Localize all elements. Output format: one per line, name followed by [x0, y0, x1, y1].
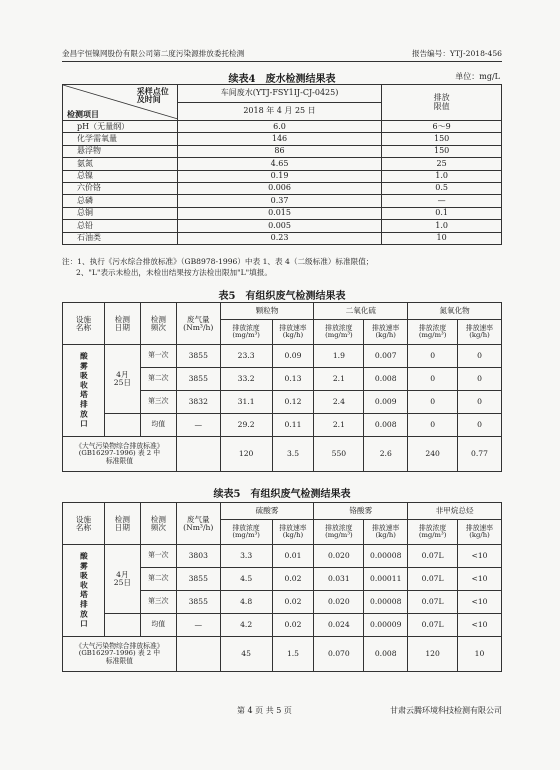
value-cell: 4.2 [220, 614, 272, 637]
h-gas: 废气量 (Nm³/h) [176, 303, 220, 345]
item-cell: pH（无量纲） [63, 121, 178, 133]
gas-cell: 3855 [176, 368, 220, 391]
item-cell: 化学需氧量 [63, 133, 178, 145]
table-row [63, 133, 502, 145]
table-row [63, 170, 502, 182]
h-conc: 排放浓度 (mg/m³) [408, 520, 458, 545]
value-cell: 0.00008 [364, 591, 408, 614]
table-row [63, 545, 502, 568]
value-cell: 0 [458, 345, 502, 368]
value-cell: 0 [458, 414, 502, 437]
value-cell: 31.1 [220, 391, 272, 414]
footer-org: 甘肃云腾环境科技检测有限公司 [390, 706, 502, 715]
table-row [63, 121, 502, 133]
standard-cell: 0.008 [364, 637, 408, 672]
value-cell: 1.9 [314, 345, 364, 368]
limit-cell: 1.0 [382, 170, 502, 182]
standard-cell: 240 [408, 437, 458, 472]
item-cell: 悬浮物 [63, 145, 178, 157]
page-header [62, 48, 502, 62]
value-cell: <10 [458, 591, 502, 614]
value-cell: 2.4 [314, 391, 364, 414]
limit-cell: 150 [382, 145, 502, 157]
standard-cell: 120 [408, 637, 458, 672]
limit-cell: 0.5 [382, 182, 502, 194]
gas-cell: 3855 [176, 591, 220, 614]
standard-label: 《大气污染物综合排放标准》 (GB16297-1996) 表 2 中 标准限值 [63, 637, 177, 672]
table5-title: 表5 有组织废气检测结果表 [218, 291, 346, 302]
item-cell: 六价铬 [63, 182, 178, 194]
value-cell: 0 [408, 414, 458, 437]
standard-gas [176, 637, 220, 672]
standard-cell: 10 [458, 637, 502, 672]
h-conc: 排放浓度 (mg/m³) [314, 520, 364, 545]
h-rate: 排放速率 (kg/h) [458, 520, 502, 545]
h-g2: 二氧化硫 [314, 303, 408, 320]
note-line-2: 2、"L"表示未检出，未检出结果按方法检出限加"L"填报。 [76, 268, 272, 277]
site-cell: 酸雾吸收塔排放口 [63, 545, 105, 637]
corner-bottom-label: 检测项目 [67, 108, 99, 119]
table4-corner [63, 85, 178, 121]
table-row [63, 345, 502, 368]
table4-limit-head: 排放 限值 [382, 85, 502, 121]
freq-cell: 第一次 [140, 345, 176, 368]
value-cell: 6.0 [177, 121, 382, 133]
value-cell: 0.008 [364, 414, 408, 437]
table-row [63, 207, 502, 219]
h-date: 检测 日期 [104, 503, 140, 545]
freq-cell: 第二次 [140, 368, 176, 391]
value-cell: 0.008 [364, 368, 408, 391]
value-cell: 0.07L [408, 591, 458, 614]
standard-label: 《大气污染物综合排放标准》 (GB16297-1996) 表 2 中 标准限值 [63, 437, 177, 472]
h-rate: 排放速率 (kg/h) [364, 520, 408, 545]
value-cell: 0.007 [364, 345, 408, 368]
value-cell: 0.02 [272, 568, 314, 591]
value-cell: 0.020 [314, 545, 364, 568]
value-cell: 0.11 [272, 414, 314, 437]
h-g1: 颗粒物 [220, 303, 314, 320]
h-g1: 硫酸雾 [220, 503, 314, 520]
h-site: 设施 名称 [63, 303, 105, 345]
value-cell: 4.65 [177, 158, 382, 170]
table4-date: 2018 年 4 月 25 日 [177, 103, 382, 121]
value-cell: 23.3 [220, 345, 272, 368]
freq-cell: 均值 [140, 414, 176, 437]
table-row [63, 414, 502, 437]
table-row [63, 158, 502, 170]
corner-top-label: 采样点位 及时间 [136, 86, 169, 105]
h-rate: 排放速率 (kg/h) [272, 320, 314, 345]
header-company: 金昌宇恒镍网股份有限公司第二度污染源排放委托检测 [62, 49, 245, 58]
value-cell: 0.19 [177, 170, 382, 182]
page-number: 第 4 页 共 5 页 [237, 706, 292, 715]
standard-cell: 0.070 [314, 637, 364, 672]
value-cell: 0.37 [177, 195, 382, 207]
h-date: 检测 日期 [104, 303, 140, 345]
table4-notes [62, 256, 502, 278]
value-cell: 4.8 [220, 591, 272, 614]
gas-cell: 3832 [176, 391, 220, 414]
gas-cell: 3855 [176, 568, 220, 591]
value-cell: 0.02 [272, 591, 314, 614]
h-g3: 非甲烷总烃 [408, 503, 502, 520]
value-cell: 0.00008 [364, 545, 408, 568]
item-cell: 石油类 [63, 232, 178, 244]
h-rate: 排放速率 (kg/h) [458, 320, 502, 345]
standard-row [63, 637, 502, 672]
value-cell: 0.07L [408, 545, 458, 568]
freq-cell: 第二次 [140, 568, 176, 591]
table5b-title: 续表5 有组织废气检测结果表 [213, 489, 351, 500]
standard-cell: 1.5 [272, 637, 314, 672]
standard-cell: 0.77 [458, 437, 502, 472]
value-cell: 29.2 [220, 414, 272, 437]
h-g2: 铬酸雾 [314, 503, 408, 520]
value-cell: 0.031 [314, 568, 364, 591]
value-cell: 0 [458, 368, 502, 391]
date-cell: 4月 25日 [104, 545, 140, 614]
gas-cell: — [176, 614, 220, 637]
item-cell: 总铜 [63, 207, 178, 219]
site-cell: 酸雾吸收塔排放口 [63, 345, 105, 437]
value-cell: 0.015 [177, 207, 382, 219]
gas-cell: — [176, 414, 220, 437]
table-row [63, 182, 502, 194]
limit-cell: 10 [382, 232, 502, 244]
value-cell: 0.01 [272, 545, 314, 568]
table-row [63, 145, 502, 157]
value-cell: 3.3 [220, 545, 272, 568]
h-conc: 排放浓度 (mg/m³) [314, 320, 364, 345]
value-cell: <10 [458, 614, 502, 637]
limit-cell: — [382, 195, 502, 207]
value-cell: 0 [408, 368, 458, 391]
freq-cell: 第一次 [140, 545, 176, 568]
value-cell: 146 [177, 133, 382, 145]
value-cell: 0.009 [364, 391, 408, 414]
table-row [63, 614, 502, 637]
standard-row [63, 437, 502, 472]
h-rate: 排放速率 (kg/h) [272, 520, 314, 545]
freq-cell: 均值 [140, 614, 176, 637]
h-g3: 氮氧化物 [408, 303, 502, 320]
item-cell: 氨氮 [63, 158, 178, 170]
value-cell: 0 [408, 391, 458, 414]
date-cell: 4月 25日 [104, 345, 140, 414]
value-cell: 0.024 [314, 614, 364, 637]
value-cell: 0.09 [272, 345, 314, 368]
h-conc: 排放浓度 (mg/m³) [220, 520, 272, 545]
date-cell-empty [104, 614, 140, 637]
table-row [63, 220, 502, 232]
table4-title: 续表4 废水检测结果表 [228, 74, 336, 85]
value-cell: 0.005 [177, 220, 382, 232]
value-cell: 2.1 [314, 368, 364, 391]
standard-cell: 2.6 [364, 437, 408, 472]
value-cell: 0.13 [272, 368, 314, 391]
value-cell: 0.07L [408, 568, 458, 591]
h-conc: 排放浓度 (mg/m³) [408, 320, 458, 345]
gas-cell: 3803 [176, 545, 220, 568]
value-cell: 0.23 [177, 232, 382, 244]
value-cell: 86 [177, 145, 382, 157]
item-cell: 总磷 [63, 195, 178, 207]
wastewater-table [62, 84, 502, 245]
exhaust-table-2 [62, 502, 502, 672]
h-gas: 废气量 (Nm³/h) [176, 503, 220, 545]
h-rate: 排放速率 (kg/h) [364, 320, 408, 345]
limit-cell: 1.0 [382, 220, 502, 232]
value-cell: 0.12 [272, 391, 314, 414]
value-cell: 0.020 [314, 591, 364, 614]
h-conc: 排放浓度 (mg/m³) [220, 320, 272, 345]
value-cell: 0.00011 [364, 568, 408, 591]
table4-unit: 单位：mg/L [455, 72, 500, 81]
limit-cell: 25 [382, 158, 502, 170]
limit-cell: 0.1 [382, 207, 502, 219]
value-cell: 2.1 [314, 414, 364, 437]
standard-cell: 120 [220, 437, 272, 472]
value-cell: 0.02 [272, 614, 314, 637]
standard-cell: 550 [314, 437, 364, 472]
date-cell-empty [104, 414, 140, 437]
standard-gas [176, 437, 220, 472]
value-cell: 0.00009 [364, 614, 408, 637]
limit-cell: 6～9 [382, 121, 502, 133]
standard-cell: 3.5 [272, 437, 314, 472]
table-row [63, 195, 502, 207]
value-cell: 4.5 [220, 568, 272, 591]
value-cell: 0.07L [408, 614, 458, 637]
value-cell: <10 [458, 568, 502, 591]
exhaust-table-1 [62, 302, 502, 472]
value-cell: 0 [408, 345, 458, 368]
value-cell: 33.2 [220, 368, 272, 391]
note-line-1: 注：1、执行《污水综合排放标准》（GB8978-1996）中表 1、表 4（二级标准）标准限值； [62, 257, 374, 266]
h-freq: 检测 频次 [140, 503, 176, 545]
value-cell: 0 [458, 391, 502, 414]
table4-location: 车间废水(YTJ-FSY1IJ-CJ-0425) [177, 85, 382, 103]
limit-cell: 150 [382, 133, 502, 145]
item-cell: 总镍 [63, 170, 178, 182]
h-freq: 检测 频次 [140, 303, 176, 345]
standard-cell: 45 [220, 637, 272, 672]
freq-cell: 第三次 [140, 391, 176, 414]
gas-cell: 3855 [176, 345, 220, 368]
h-site: 设施 名称 [63, 503, 105, 545]
item-cell: 总铅 [63, 220, 178, 232]
value-cell: <10 [458, 545, 502, 568]
header-report-number: 报告编号：YTJ-2018-456 [411, 49, 502, 58]
freq-cell: 第三次 [140, 591, 176, 614]
table-row [63, 232, 502, 244]
value-cell: 0.006 [177, 182, 382, 194]
